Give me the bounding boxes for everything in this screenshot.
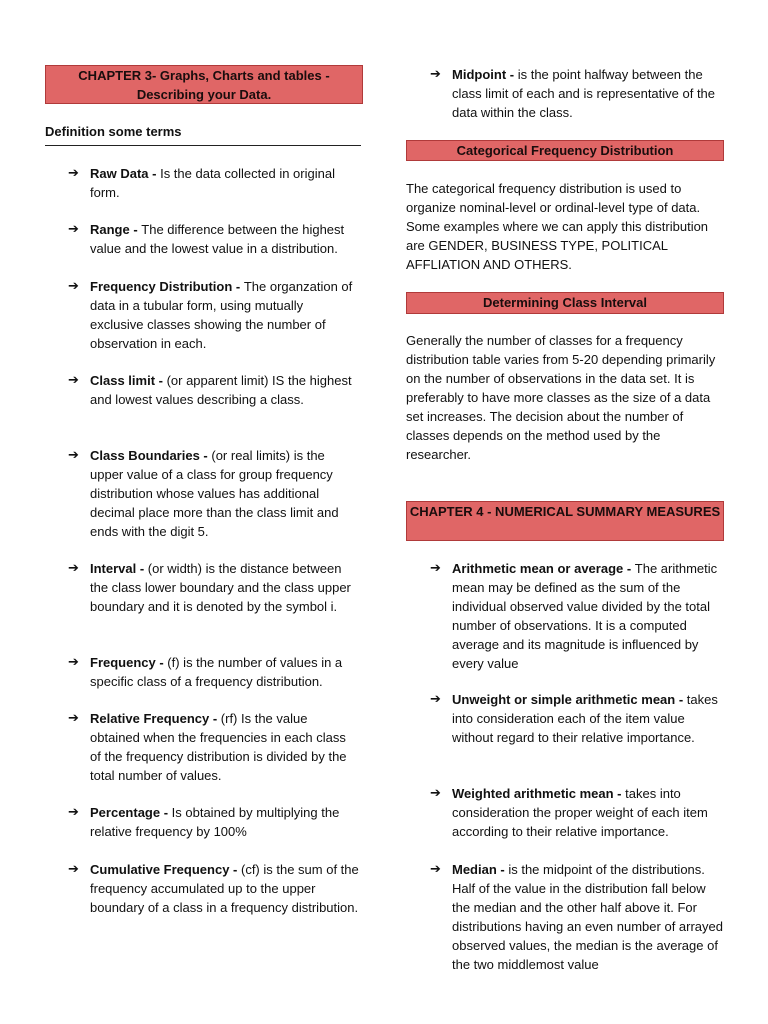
term-label: Unweight or simple arithmetic mean - (452, 692, 687, 707)
arrow-icon: ➔ (68, 279, 79, 294)
arrow-icon: ➔ (68, 222, 79, 237)
term-description: (f) is the number of values in a specific class of a frequency distribution. (90, 655, 343, 689)
term-label: Interval - (90, 561, 148, 576)
term-description: The arithmetic mean may be defined as the sum of the individual observed value divided by the total number of observations. It is a computed average and its magnitude is influenced by every value (452, 561, 718, 671)
arrow-icon: ➔ (68, 711, 79, 726)
categorical-paragraph: The categorical frequency distribution is used to organize nominal-level or ordinal-level type of data. Some examples where we can apply this distribution are GENDER, BUSINESS TYPE, POLITICAL AFFLIATION AND OTHERS. (406, 181, 709, 272)
term-description: (or real limits) is the upper value of a class for group frequency distribution whose values has additional decimal place more than the class limit and ends with the digit 5. (90, 448, 339, 539)
definitions-heading: Definition some terms (45, 124, 182, 139)
categorical-banner-text: Categorical Frequency Distribution (456, 143, 674, 158)
term-label: Relative Frequency - (90, 711, 221, 726)
term-label: Frequency - (90, 655, 168, 670)
term-label: Range - (90, 222, 142, 237)
chapter3-banner-text: CHAPTER 3- Graphs, Charts and tables - Describing your Data. (78, 68, 330, 102)
arrow-icon: ➔ (430, 692, 441, 707)
class-interval-banner (406, 292, 724, 314)
term-description: The organzation of data in a tubular form, using mutually exclusive classes showing the number of observation in each. (90, 279, 353, 351)
term-label: Percentage - (90, 805, 172, 820)
arrow-icon: ➔ (68, 448, 79, 463)
arrow-icon: ➔ (430, 862, 441, 877)
arrow-icon: ➔ (68, 862, 79, 877)
class-interval-paragraph: Generally the number of classes for a frequency distribution table varies from 5-20 depending primarily on the number of observations in the data set. It is preferably to have more classes as the size of a data set increases. The decision about the number of classes depends on the method used by the researcher. (406, 333, 716, 462)
chapter4-banner (406, 501, 724, 541)
term-description: takes into consideration the proper weight of each item according to their relative importance. (452, 786, 708, 839)
term-description: takes into consideration each of the item value without regard to their relative importance. (452, 692, 718, 745)
term-description: (or apparent limit) IS the highest and lowest values describing a class. (90, 373, 352, 407)
categorical-banner (406, 140, 724, 161)
term-label: Weighted arithmetic mean - (452, 786, 626, 801)
term-label: Class Boundaries - (90, 448, 212, 463)
arrow-icon: ➔ (68, 166, 79, 181)
term-description: Is obtained by multiplying the relative frequency by 100% (90, 805, 340, 839)
arrow-icon: ➔ (68, 805, 79, 820)
term-description: (or width) is the distance between the class lower boundary and the class upper boundary and it is denoted by the symbol i. (90, 561, 351, 614)
arrow-icon: ➔ (430, 786, 441, 801)
arrow-icon: ➔ (430, 561, 441, 576)
term-description: (rf) Is the value obtained when the frequencies in each class of the frequency distribution is divided by the total number of values. (90, 711, 347, 783)
term-label: Frequency Distribution - (90, 279, 244, 294)
arrow-icon: ➔ (68, 373, 79, 388)
arrow-icon: ➔ (430, 67, 441, 82)
definitions-rule (45, 145, 361, 146)
arrow-icon: ➔ (68, 655, 79, 670)
term-label: Raw Data - (90, 166, 161, 181)
chapter4-banner-text: CHAPTER 4 - NUMERICAL SUMMARY MEASURES (409, 504, 721, 519)
term-label: Cumulative Frequency - (90, 862, 241, 877)
term-label: Arithmetic mean or average - (452, 561, 635, 576)
class-interval-banner-text: Determining Class Interval (483, 295, 647, 310)
term-description: Is the data collected in original form. (90, 166, 335, 200)
arrow-icon: ➔ (68, 561, 79, 576)
term-description: The difference between the highest value and the lowest value in a distribution. (90, 222, 345, 256)
term-description: is the midpoint of the distributions. Half of the value in the distribution fall below the median and the other half above it. For distributions having an even number of arrayed observed values, the median is the average of the two middlemost value (452, 862, 723, 972)
term-label: Median - (452, 862, 509, 877)
term-label: Midpoint - (452, 67, 518, 82)
chapter3-banner (45, 65, 363, 104)
term-description: (cf) is the sum of the frequency accumulated up to the upper boundary of a class in a frequency distribution. (90, 862, 359, 915)
term-label: Class limit - (90, 373, 167, 388)
term-description: is the point halfway between the class limit of each and is representative of the data within the class. (452, 67, 716, 120)
